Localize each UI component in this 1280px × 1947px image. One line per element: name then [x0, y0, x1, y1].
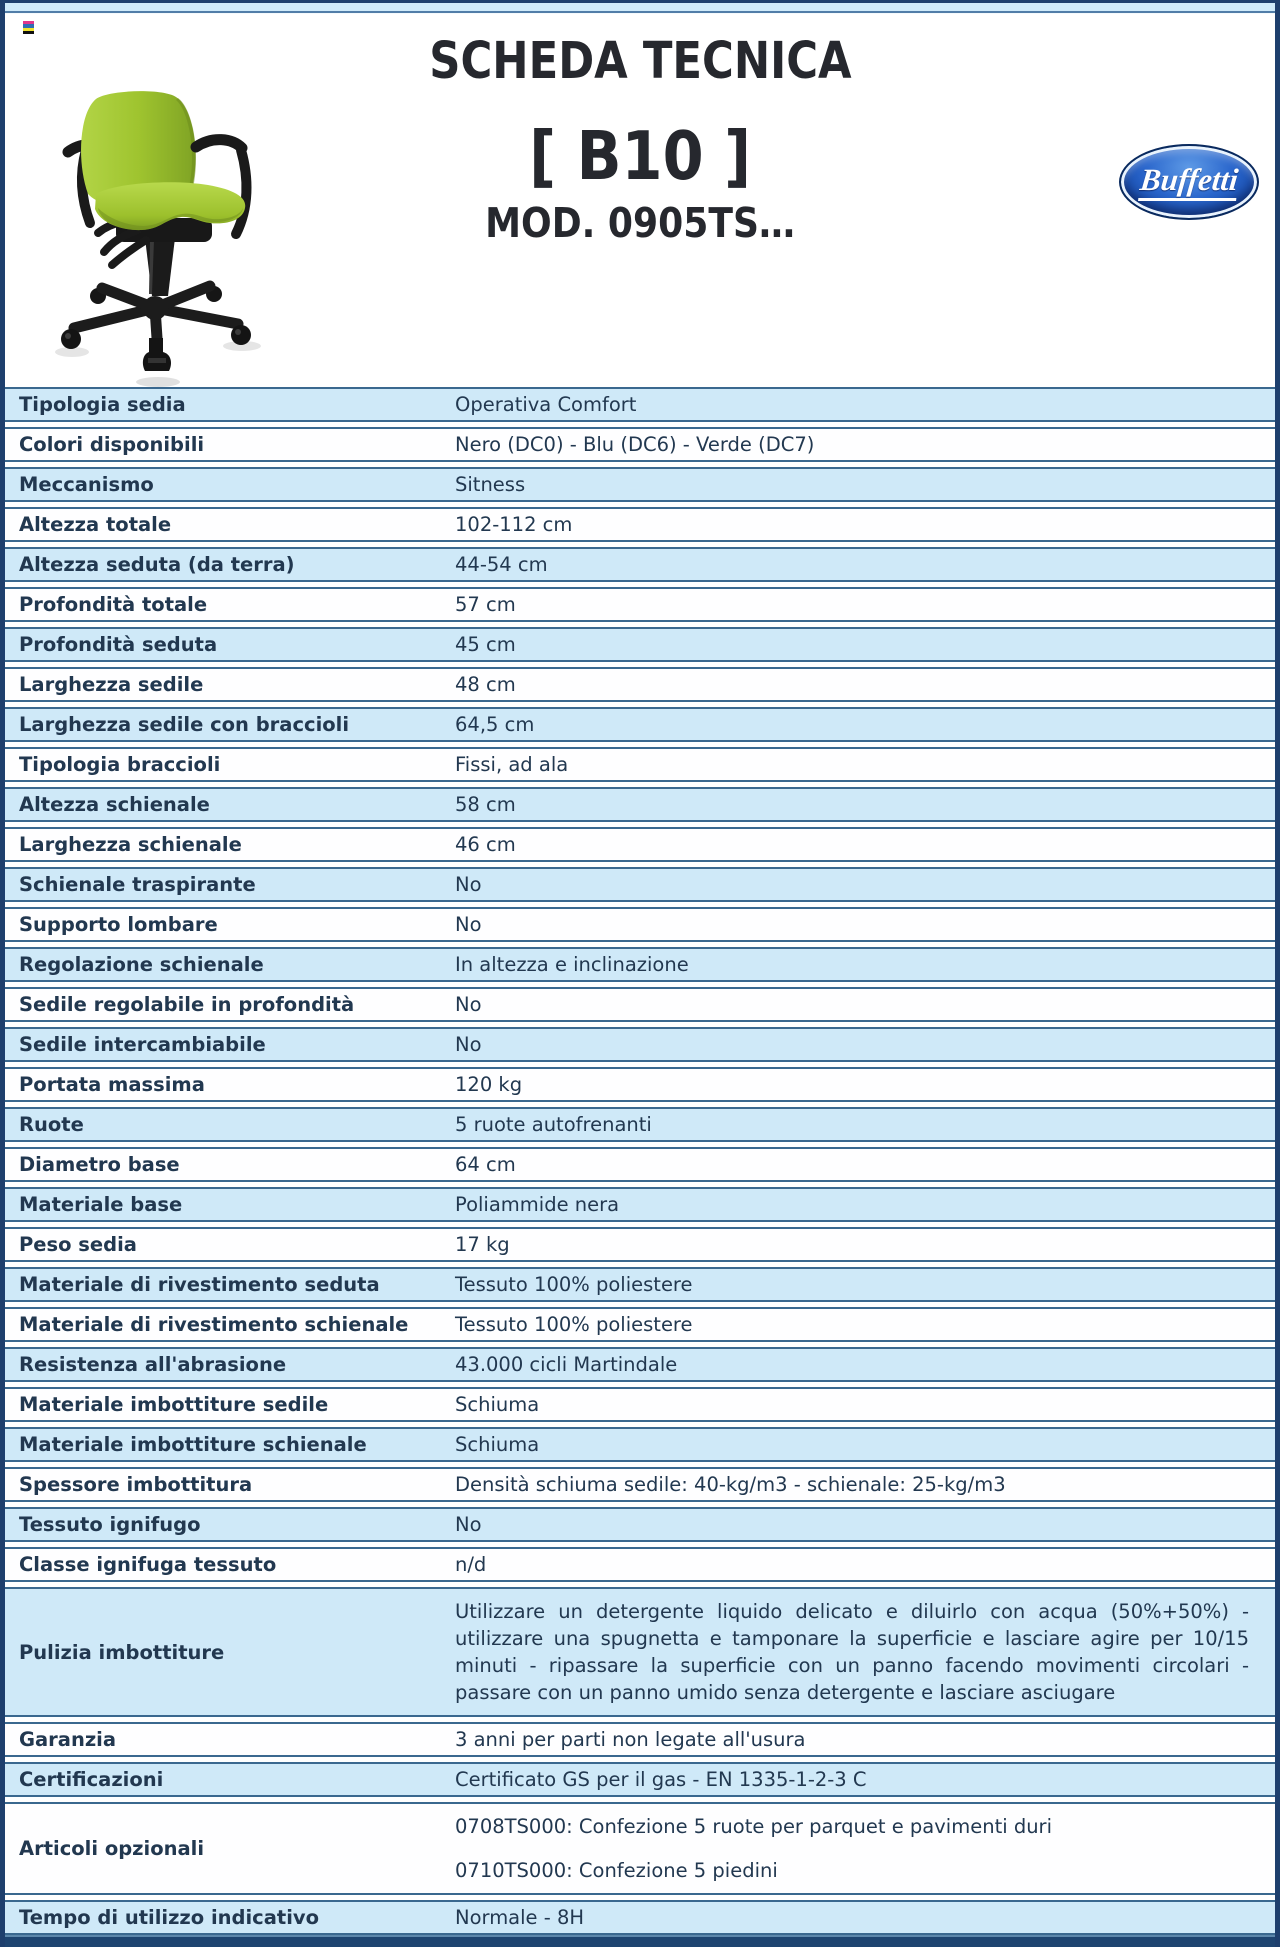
spec-value: In altezza e inclinazione [455, 953, 689, 976]
spec-row [5, 1347, 1275, 1382]
spec-value: Nero (DC0) - Blu (DC6) - Verde (DC7) [455, 433, 815, 456]
spec-value: 3 anni per parti non legate all'usura [455, 1728, 806, 1751]
spec-row [5, 707, 1275, 742]
spec-label: Materiale base [19, 1193, 183, 1216]
spec-label: Tessuto ignifugo [19, 1513, 201, 1536]
model-line: MOD. 0905TS… [485, 199, 795, 247]
spec-row [5, 1587, 1275, 1717]
spec-row [5, 427, 1275, 462]
spec-value: Sitness [455, 473, 526, 496]
spec-label: Resistenza all'abrasione [19, 1353, 287, 1376]
spec-label: Larghezza schienale [19, 833, 242, 856]
spec-value: Operativa Comfort [455, 393, 637, 416]
spec-row [5, 747, 1275, 782]
spec-row [5, 1762, 1275, 1797]
spec-value [455, 1811, 1275, 1886]
spec-value: No [455, 993, 482, 1016]
spec-row [5, 1507, 1275, 1542]
spec-row [5, 1427, 1275, 1462]
spec-row [5, 947, 1275, 982]
spec-row [5, 827, 1275, 862]
spec-value: Schiuma [455, 1393, 540, 1416]
spec-label: Profondità totale [19, 593, 208, 616]
spec-value-line: 0708TS000: Confezione 5 ruote per parquet e pavimenti duri [455, 1815, 1052, 1838]
spec-label: Meccanismo [19, 473, 154, 496]
spec-row [5, 867, 1275, 902]
spec-row [5, 547, 1275, 582]
spec-label: Tempo di utilizzo indicativo [19, 1906, 320, 1929]
spec-row [5, 1187, 1275, 1222]
spec-value: Tessuto 100% poliestere [455, 1273, 693, 1296]
spec-row [5, 987, 1275, 1022]
spec-row [5, 1900, 1275, 1935]
spec-label: Materiale di rivestimento schienale [19, 1313, 409, 1336]
spec-label: Articoli opzionali [19, 1837, 205, 1860]
spec-label: Ruote [19, 1113, 84, 1136]
brand-name: Buffetti [1138, 164, 1239, 201]
spec-row [5, 587, 1275, 622]
spec-label: Altezza totale [19, 513, 172, 536]
spec-value: No [455, 1513, 482, 1536]
spec-value: 58 cm [455, 793, 516, 816]
spec-row [5, 1387, 1275, 1422]
spec-label: Tipologia braccioli [19, 753, 221, 776]
spec-row [5, 1547, 1275, 1582]
spec-value: Schiuma [455, 1433, 540, 1456]
spec-label: Altezza seduta (da terra) [19, 553, 295, 576]
spec-value: No [455, 1033, 482, 1056]
buffetti-logo [1119, 144, 1259, 220]
spec-label: Spessore imbottitura [19, 1473, 253, 1496]
spec-value: Normale - 8H [455, 1906, 585, 1929]
spec-row [5, 467, 1275, 502]
spec-value: No [455, 873, 482, 896]
spec-label: Altezza schienale [19, 793, 210, 816]
spec-value: 102-112 cm [455, 513, 573, 536]
title-block [5, 32, 1275, 247]
spec-label: Portata massima [19, 1073, 205, 1096]
spec-value: Utilizzare un detergente liquido delicato e diluirlo con acqua (50%+50%) - utilizzare una spugnetta e tamponare la superficie e lasciare agire per 10/15 minuti - ripassare la superficie con un panno facendo movimenti circolari - passare con un panno umido senza detergente e lasciare asciugare [455, 1600, 1249, 1704]
spec-value: Poliammide nera [455, 1193, 620, 1216]
spec-table [5, 387, 1275, 1940]
spec-row [5, 787, 1275, 822]
spec-row [5, 1107, 1275, 1142]
spec-label: Supporto lombare [19, 913, 218, 936]
spec-label: Materiale di rivestimento seduta [19, 1273, 380, 1296]
spec-row [5, 507, 1275, 542]
spec-value: Fissi, ad ala [455, 753, 569, 776]
page-title: SCHEDA TECNICA [428, 32, 852, 91]
spec-label: Regolazione schienale [19, 953, 264, 976]
spec-row [5, 1027, 1275, 1062]
spec-value: 44-54 cm [455, 553, 548, 576]
spec-value: 120 kg [455, 1073, 523, 1096]
spec-value: 43.000 cicli Martindale [455, 1353, 678, 1376]
spec-label: Pulizia imbottiture [19, 1640, 225, 1664]
spec-row [5, 1067, 1275, 1102]
model-code: [ B10 ] [529, 117, 751, 195]
spec-label: Schienale traspirante [19, 873, 256, 896]
spec-row [5, 1147, 1275, 1182]
spec-value: 57 cm [455, 593, 516, 616]
top-strip [5, 0, 1275, 14]
spec-value-line: 0710TS000: Confezione 5 piedini [455, 1859, 778, 1882]
spec-value: 46 cm [455, 833, 516, 856]
spec-label: Certificazioni [19, 1768, 164, 1791]
spec-value: 64,5 cm [455, 713, 535, 736]
spec-label: Classe ignifuga tessuto [19, 1553, 277, 1576]
spec-value: 45 cm [455, 633, 516, 656]
spec-label: Tipologia sedia [19, 393, 186, 416]
spec-value: Certificato GS per il gas - EN 1335-1-2-3 C [455, 1768, 867, 1791]
spec-label: Materiale imbottiture schienale [19, 1433, 367, 1456]
spec-value: 17 kg [455, 1233, 510, 1256]
spec-row [5, 907, 1275, 942]
spec-row [5, 1467, 1275, 1502]
bottom-bar [5, 1935, 1275, 1947]
spec-row [5, 1307, 1275, 1342]
spec-row [5, 627, 1275, 662]
spec-row [5, 667, 1275, 702]
spec-value: No [455, 913, 482, 936]
spec-label: Larghezza sedile [19, 673, 204, 696]
spec-value: Densità schiuma sedile: 40-kg/m3 - schienale: 25-kg/m3 [455, 1473, 1006, 1496]
spec-label: Profondità seduta [19, 633, 218, 656]
spec-value: 48 cm [455, 673, 516, 696]
spec-label: Garanzia [19, 1728, 117, 1751]
spec-row [5, 1227, 1275, 1262]
spec-value: n/d [455, 1553, 487, 1576]
spec-label: Materiale imbottiture sedile [19, 1393, 329, 1416]
spec-row [5, 1267, 1275, 1302]
spec-label: Sedile intercambiabile [19, 1033, 266, 1056]
spec-label: Diametro base [19, 1153, 180, 1176]
spec-row [5, 1802, 1275, 1895]
header [5, 14, 1275, 387]
spec-value: Tessuto 100% poliestere [455, 1313, 693, 1336]
spec-row [5, 1722, 1275, 1757]
spec-row [5, 387, 1275, 422]
spec-value: 64 cm [455, 1153, 516, 1176]
spec-label: Peso sedia [19, 1233, 137, 1256]
spec-label: Colori disponibili [19, 433, 205, 456]
spec-value: 5 ruote autofrenanti [455, 1113, 652, 1136]
spec-label: Larghezza sedile con braccioli [19, 713, 350, 736]
spec-label: Sedile regolabile in profondità [19, 993, 355, 1016]
